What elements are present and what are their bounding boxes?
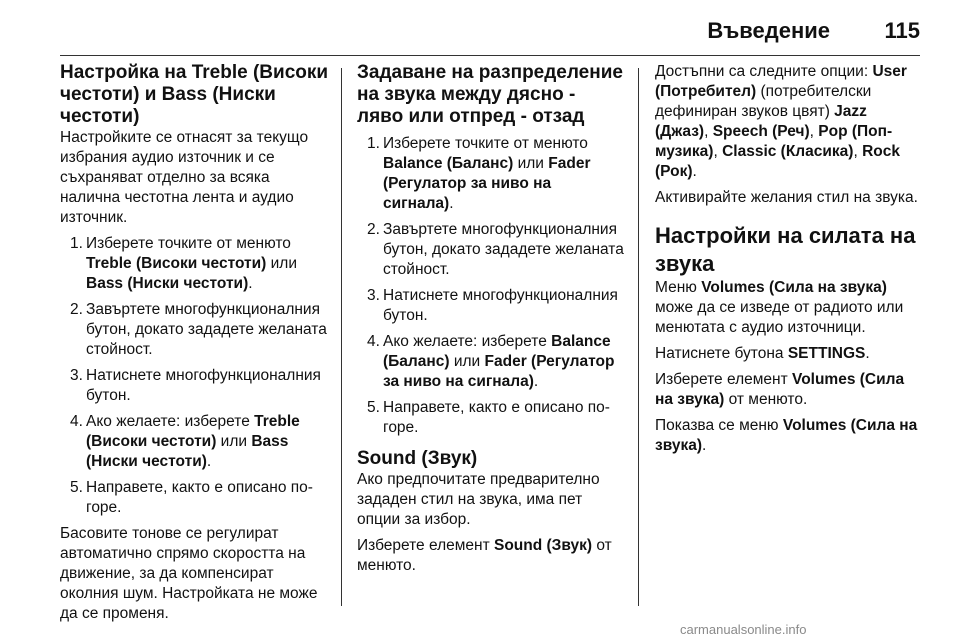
list-item: 5. Направете, както е описано по-горе. [367,399,610,436]
column-divider-2 [638,68,639,606]
balance-fader-heading: Задаване на разпределение на звука между дясно - ляво или отпред - отзад [357,62,623,127]
treble-bass-outro: Басовите тонове се регулират автоматично спрямо скоростта на движение, за да компенсират околния шум. Настройката не може да се променя. [60,525,318,622]
list-item: 2. Завъртете многофункционалния бутон, докато зададете желаната стойност. [70,301,327,358]
page-header [60,0,920,50]
list-item: 3. Натиснете многофункционалния бутон. [367,287,618,324]
list-item: 3. Натиснете многофункционалния бутон. [70,367,321,404]
column-treble-bass [60,62,330,630]
column-divider-1 [341,68,342,606]
treble-bass-intro: Настройките се отнасят за текущо избрания аудио източник и се съхраняват отделно за всяка налична честотна лента и аудио източник. [60,129,309,226]
treble-bass-heading: Настройка на Treble (Високи честоти) и Bass (Ниски честоти) [60,62,329,127]
list-item: 1. Изберете точките от менюто Treble (Високи честоти) или Bass (Ниски честоти). [70,235,297,292]
treble-bass-steps [60,234,330,518]
list-item: 5. Направете, както е описано по-горе. [70,479,313,516]
volume-menu-text: Меню Volumes (Сила на звука) може да се изведе от радиото или менютата с аудио източници. [655,279,904,336]
header-divider [60,55,920,56]
balance-fader-steps [357,134,625,438]
list-item: 2. Завъртете многофункционалния бутон, докато зададете желаната стойност. [367,221,624,278]
list-item: 1. Изберете точките от менюто Balance (Баланс) или Fader (Регулатор за ниво на сигнала). [367,135,591,212]
page-number: 115 [884,18,920,43]
settings-text: Натиснете бутона SETTINGS. [655,345,870,362]
activate-text: Активирайте желания стил на звука. [655,189,918,206]
volume-heading: Настройки на силата на звука [655,223,916,276]
list-item: 4. Ако желаете: изберете Balance (Баланс) или Fader (Регулатор за ниво на сигнала). [367,333,615,390]
sound-select-text: Изберете елемент Sound (Звук) от менюто. [357,537,612,574]
sound-text: Ако предпочитате предварително зададен стил на звука, има пет опции за избор. [357,471,600,528]
section-title: Въведение [707,18,830,43]
column-balance-fader [357,62,625,582]
sound-heading: Sound (Звук) [357,448,478,469]
list-item: 4. Ако желаете: изберете Treble (Високи честоти) или Bass (Ниски честоти). [70,413,300,470]
sound-options-text: Достъпни са следните опции: User (Потребител) (потребителски дефиниран звуков цвят) Jazz (Джаз), Speech (Реч), Pop (Поп-музика), Classic (Класика), Rock (Рок). [655,63,907,180]
volume-shown-text: Показва се меню Volumes (Сила на звука). [655,417,918,454]
volume-select-text: Изберете елемент Volumes (Сила на звука) от менюто. [655,371,905,408]
watermark: carmanualsonline.info [680,622,807,637]
column-volume [655,62,923,462]
